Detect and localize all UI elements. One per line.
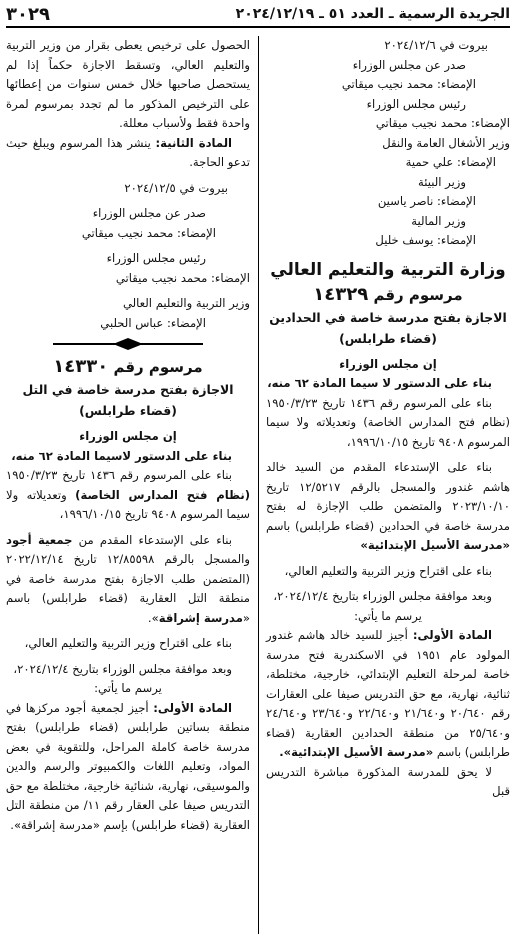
basis-paragraph: بناء على الدستور لاسيما المادة ٦٢ منه، xyxy=(11,448,232,463)
decree-number-heading xyxy=(266,283,510,307)
paragraph: وبعد موافقة مجلس الوزراء بتاريخ ٢٠٢٤/١٢/٤، xyxy=(273,589,492,603)
page-header xyxy=(6,4,510,28)
paragraph: بناء على اقتراح وزير التربية والتعليم العالي، xyxy=(24,636,232,650)
paragraph: الحصول على ترخيص يعطى بقرار من وزير التربية والتعليم العالي، وتسقط الاجازة حكماً إذا لم يستحصل صاحبها خلال خمس سنوات من إعطائها على الترخيص المذكور ما لم تجدد بمرسوم لمرة واحدة فقط ولأسباب معللة. xyxy=(6,38,250,130)
decree-number: ١٤٣٣٠ xyxy=(53,356,109,377)
issued-by: صدر عن مجلس الوزراء xyxy=(92,206,206,220)
signature: الإمضاء: محمد نجيب ميقاتي xyxy=(81,225,216,240)
right-column xyxy=(266,36,510,934)
paragraph xyxy=(266,458,510,556)
council-heading: إن مجلس الوزراء xyxy=(339,356,437,371)
signature: الإمضاء: محمد نجيب ميقاتي xyxy=(341,77,476,91)
decree-place: (قضاء طرابلس) xyxy=(339,330,437,346)
paragraph: بناء على المرسوم رقم ١٤٣٦ تاريخ ١٩٥٠/٣/٢٣ (نظام فتح المدارس الخاصة) وتعديلاته ولا سيما المرسوم ٩٤٠٨ تاريخ ١٩٩٦/١٠/١٥، xyxy=(266,395,510,449)
article-text: أجيز للسيد خالد هاشم غندور المولود عام ١٩٥١ في الاسكندرية فتح مدرسة خاصة لمرحلة التعليم الإبتدائي، خارجية، مختلطة، ثنائية، نهارية، مع حق التدريس صيفا على العقارات رقم ٢٠/٦٤٠ و٢١/٦٤٠ و٢٢/٦٤٠ و٢٣/٦٤٠ و٢٤/٦٤٠ و٢٥/٦٤٠ من منطقة الحدادين العقارية (قضاء طرابلس) باسم xyxy=(266,628,510,759)
article-label: المادة الثانية: xyxy=(155,135,233,150)
signatory-title: وزير التربية والتعليم العالي xyxy=(122,296,250,310)
school-name: «مدرسة الأسيل الإبتدائية» xyxy=(360,538,510,552)
article-label: المادة الأولى: xyxy=(412,628,492,642)
paragraph-text: بناء على الإستدعاء المقدم من السيد خالد هاشم غندور والمسجل بالرقم ١٢/٥٢١٧ تاريخ ٢٠٢٣/١٠/١٠ والمتضمن طلب الإجازة له بفتح مدرسة خاصة في الحدادين (قضاء طرابلس) باسم xyxy=(266,460,510,533)
decree-subject: الاجازة بفتح مدرسة خاصة في الحدادين xyxy=(269,309,507,325)
decree-label: مرسوم رقم xyxy=(113,358,203,376)
article-1 xyxy=(6,699,250,836)
signatory-title: وزير البيئة xyxy=(418,174,466,189)
paragraph xyxy=(6,531,250,629)
signature: الإمضاء: يوسف خليل xyxy=(375,233,476,247)
school-name: مدرسة إشراقة xyxy=(158,610,243,625)
paragraph-text: ». xyxy=(147,610,159,625)
paragraph-text: بناء على المرسوم رقم ١٤٣٦ تاريخ ١٩٥٠/٣/٢٣ xyxy=(6,468,232,482)
signature: الإمضاء: محمد نجيب ميقاتي xyxy=(115,270,250,285)
decree-subject: الاجازة بفتح مدرسة خاصة في التل xyxy=(22,382,234,397)
gazette-issue-title: الجريدة الرسمية ـ العدد ٥١ ـ ٢٠٢٤/١٢/١٩ xyxy=(235,6,510,22)
signature: الإمضاء: محمد نجيب ميقاتي xyxy=(375,116,510,130)
section-divider xyxy=(53,337,203,351)
column-divider xyxy=(258,36,259,934)
decree-number: ١٤٣٢٩ xyxy=(313,283,369,305)
decree-number-heading xyxy=(6,355,250,379)
paragraph-text: وتعديلاته ولا سيما المرسوم ٩٤٠٨ تاريخ ١٩٩٦/١٠/١٥، xyxy=(6,487,250,521)
school-name: «مدرسة الأسيل الإبتدائية». xyxy=(279,745,434,759)
decree-place: (قضاء طرابلس) xyxy=(79,403,177,418)
paragraph: لا يحق للمدرسة المذكورة مباشرة التدريس قبل xyxy=(266,764,510,798)
ministry-heading: وزارة التربية والتعليم العالي xyxy=(270,259,506,280)
basis-paragraph: بناء على الدستور لا سيما المادة ٦٢ منه، xyxy=(267,376,492,390)
paragraph-text: والمسجل بالرقم ١٢/٨٥٥٩٨ تاريخ ٢٠٢٢/١٢/١٤ (المتضمن طلب الاجازة بفتح مدرسة خاصة في منطقة التل العقارية (قضاء طرابلس) باسم « xyxy=(6,552,250,625)
paragraph-text: بناء على الإستدعاء المقدم من xyxy=(78,532,232,547)
article-label: المادة الأولى: xyxy=(153,700,233,715)
signatory-title: وزير المالية xyxy=(411,213,466,228)
article-1 xyxy=(266,626,510,763)
header-rule xyxy=(6,26,510,28)
decrees-line: يرسم ما يأتي: xyxy=(354,608,422,623)
signature: الإمضاء: ناصر ياسين xyxy=(377,194,476,208)
decree-label: مرسوم رقم xyxy=(373,285,463,304)
article-text: أجيز لجمعية أجود مركزها في منطقة بساتين طرابلس (قضاء طرابلس) بفتح مدرسة خاصة كاملة المراحل، وللتقوية في بعض المواد، وتعليم اللغات والكمبيوتر والرسم والدين والموسيقى، نهارية، شنائية خارجية، مختلطة مع حق التدريس صيفا على العقار رقم ١١/ من منطقة التل العقارية (قضاء طرابلس) بإسم «مدرسة إشراقة». xyxy=(6,700,250,832)
place-date: بيروت في ٢٠٢٤/١٢/٦ xyxy=(384,38,488,52)
council-heading: إن مجلس الوزراء xyxy=(79,429,177,443)
page-number: ٣٠٢٩ xyxy=(6,4,50,25)
regulation-name: (نظام فتح المدارس الخاصة) xyxy=(75,487,250,502)
signatory-title: رئيس مجلس الوزراء xyxy=(366,96,466,111)
signature: الإمضاء: علي حمية xyxy=(405,155,496,169)
signatory-title: رئيس مجلس الوزراء xyxy=(106,251,206,265)
paragraph: بناء على اقتراح وزير التربية والتعليم العالي، xyxy=(284,563,492,578)
article-2 xyxy=(6,134,250,173)
signature: الإمضاء: عباس الحلبي xyxy=(100,315,206,330)
issued-by: صدر عن مجلس الوزراء xyxy=(352,57,466,72)
decrees-line: يرسم ما يأتي: xyxy=(94,681,162,695)
paragraph xyxy=(6,466,250,525)
paragraph: وبعد موافقة مجلس الوزراء بتاريخ ٢٠٢٤/١٢/٤، xyxy=(13,661,232,676)
left-column xyxy=(6,36,250,934)
place-date: بيروت في ٢٠٢٤/١٢/٥ xyxy=(124,180,228,195)
article-text: ينشر هذا المرسوم ويبلغ حيث تدعو الحاجة. xyxy=(6,135,250,169)
signatory-title: وزير الأشغال العامة والنقل xyxy=(382,135,510,150)
association-name: جمعية أجود xyxy=(6,532,73,547)
